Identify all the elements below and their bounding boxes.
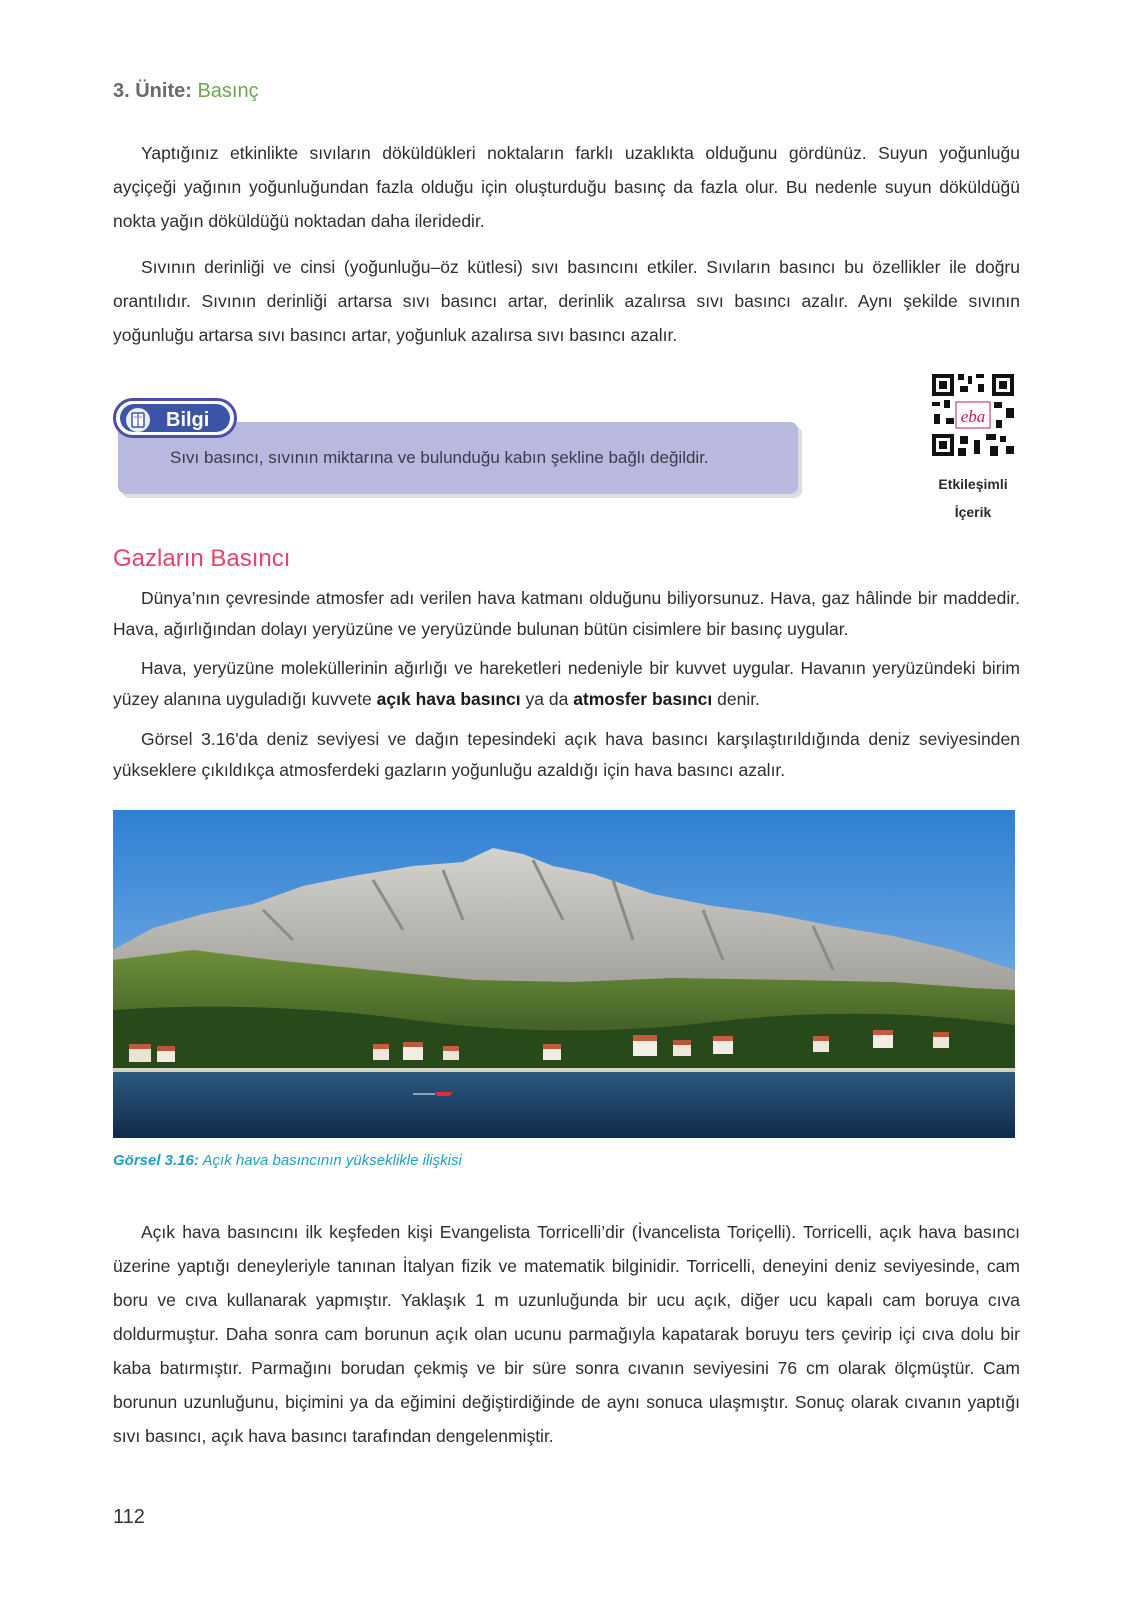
bilgi-badge [113,398,237,438]
eba-logo: eba [960,407,986,426]
section-paragraph-3: Görsel 3.16'da deniz seviyesi ve dağın tepesindeki açık hava basıncı karşılaştırıldığında deniz seviyesinden yükseklere çıkıldıkça atmosferdeki gazların yoğunluğu azaldığı için hava basıncı azalır. [113,729,1020,780]
book-icon [126,408,150,432]
unit-header [113,80,259,103]
section-paragraph-1: Dünya’nın çevresinde atmosfer adı verilen hava katmanı olduğunu biliyorsunuz. Hava, gaz hâlinde bir maddedir. Hava, ağırlığından dolayı yeryüzüne ve yeryüzünde bulunan bütün cisimlere bir basınç uygular. [113,588,1020,639]
paragraph-1: Yaptığınız etkinlikte sıvıların döküldükleri noktaların farklı uzaklıkta olduğunu gördünüz. Suyun yoğunluğu ayçiçeği yağının yoğunluğundan fazla olduğu için oluşturduğu basınç da fazla olur. Bu nedenle suyun döküldüğü nokta yağın döküldüğü noktadan daha ileridedir. [113,143,1020,231]
section-p2-start: Hava, yeryüzüne moleküllerinin ağırlığı ve hareketleri nedeniyle bir kuvvet uygular. Havanın yeryüzündeki birim yüzey alanına uyguladığı kuvvete [113,658,1020,709]
page-number: 112 [113,1506,145,1528]
final-paragraph: Açık hava basıncını ilk keşfeden kişi Evangelista Torricelli’dir (İvancelista Toriçelli). Torricelli, açık hava basıncı üzerine yaptığı deneyleriyle tanınan İtalyan fizik ve matematik bilginidir. Torricelli, deneyini deniz seviyesinde, cam boru ve cıva kullanarak yapmıştır. Yaklaşık 1 m uzunluğunda bir ucu açık, diğer ucu kapalı cam boruya cıva doldurmuştur. Daha sonra cam borunun açık olan ucunu parmağıyla kapatarak boruyu ters çevirip içi cıva dolu bir kaba batırmıştır. Parmağını borudan çekmiş ve bir süre sonra cıvanın seviyesini 76 cm olarak ölçmüştür. Cam borunun uzunluğunu, biçimini ya da eğimini değiştirdiğinde de aynı sonuca ulaşmıştır. Sonuç olarak cıvanın yaptığı sıvı basıncı, açık hava basıncı tarafından dengelenmiştir. [113,1222,1020,1446]
section-p2-mid: ya da [520,689,574,709]
qr-caption-line1: Etkileşimli [938,476,1008,492]
section-paragraph-2 [113,653,1020,715]
figure-caption [113,1152,462,1169]
section-p2-end: denir. [712,689,760,709]
qr-caption-line2: İçerik [954,504,992,520]
figure-text: Açık hava basıncının yükseklikle ilişkisi [202,1152,462,1169]
mountain-sea-photo [113,810,1015,1138]
qr-caption [915,470,1031,526]
unit-number: 3. Ünite: [113,80,192,102]
bilgi-text: Sıvı basıncı, sıvının miktarına ve bulunduğu kabın şekline bağlı değildir. [170,448,709,467]
section-title: Gazların Basıncı [113,545,291,572]
bilgi-label: Bilgi [166,409,210,431]
qr-code[interactable] [930,372,1016,458]
unit-name: Basınç [197,80,259,102]
paragraph-2: Sıvının derinliği ve cinsi (yoğunluğu–öz kütlesi) sıvı basıncını etkiler. Sıvıların basıncı bu özellikler ile doğru orantılıdır. Sıvının derinliği artarsa sıvı basıncı artar, derinlik azalırsa sıvı basıncı azalır. Aynı şekilde sıvının yoğunluğu artarsa sıvı basıncı artar, yoğunluk azalırsa sıvı basıncı azalır. [113,257,1020,345]
term-atmospheric-pressure: atmosfer basıncı [573,689,713,709]
term-open-air-pressure: açık hava basıncı [376,689,521,709]
figure-label: Görsel 3.16: [113,1152,199,1169]
